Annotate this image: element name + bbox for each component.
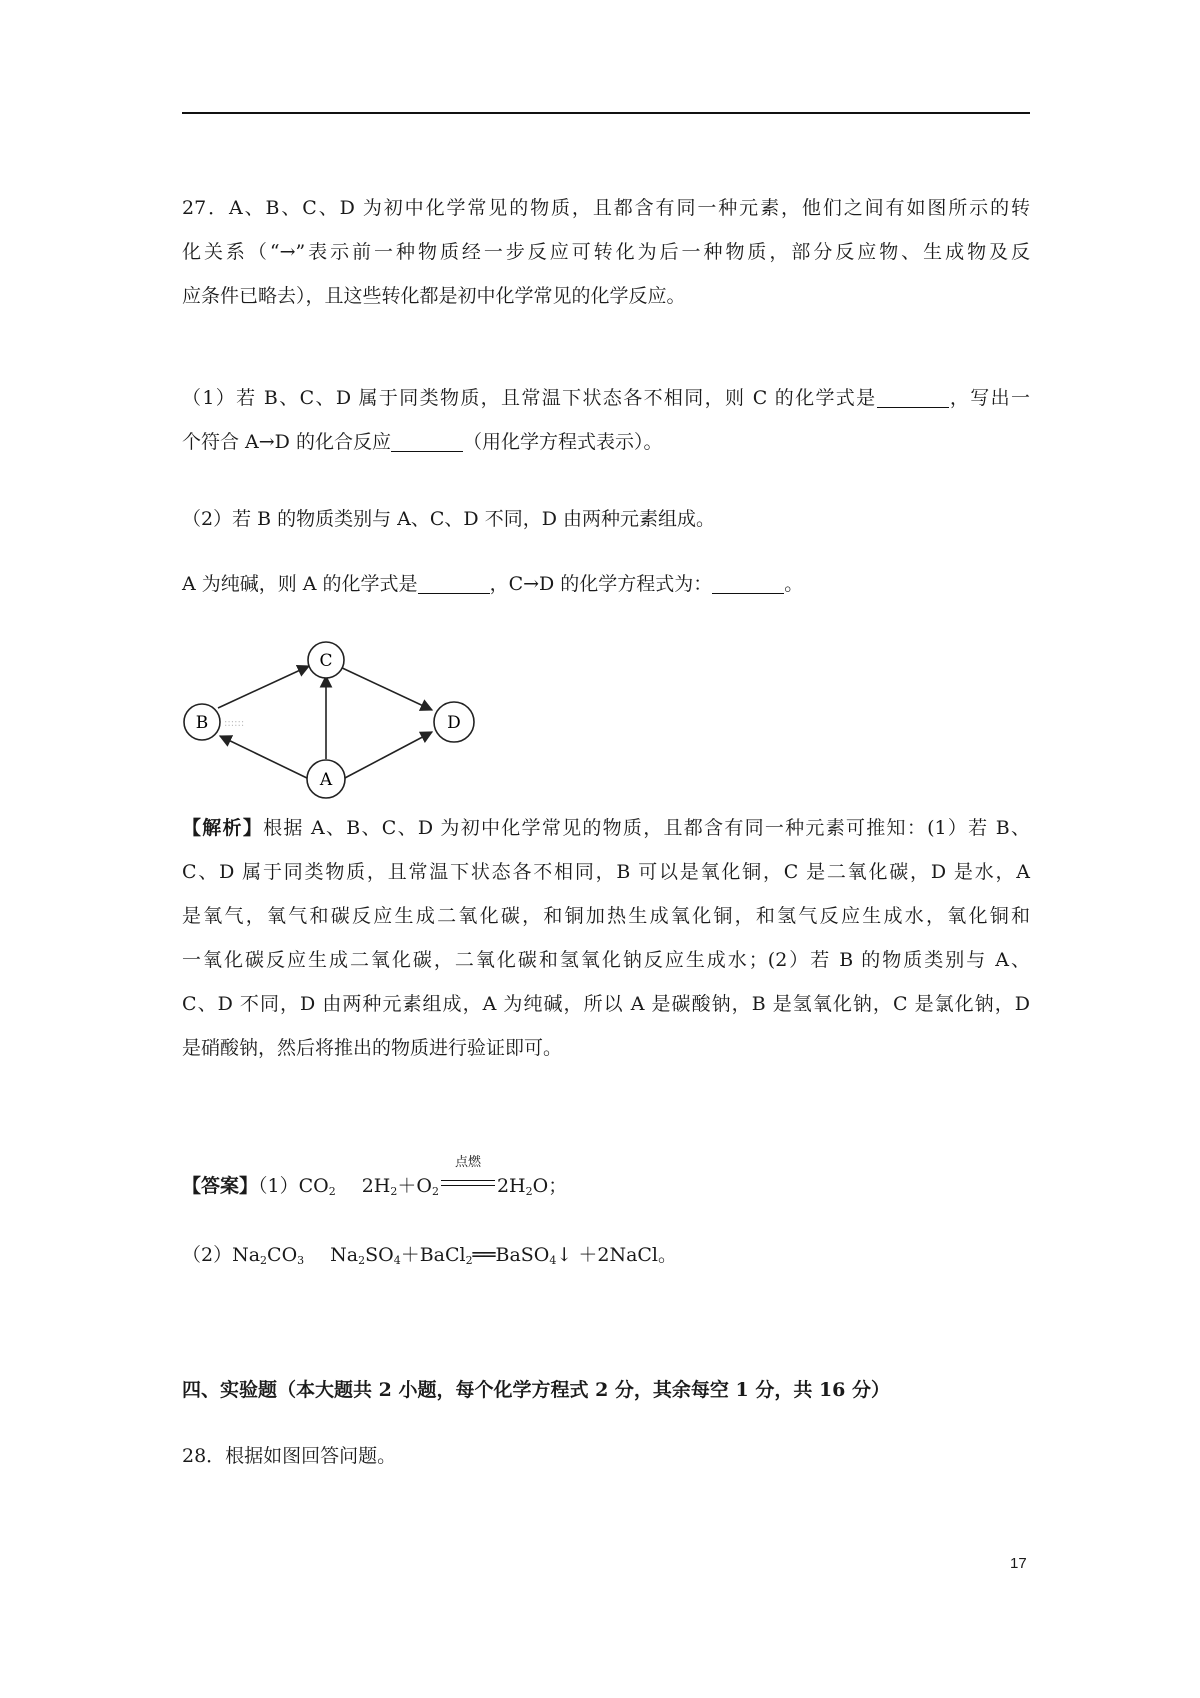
section-4-heading xyxy=(182,1368,1030,1412)
node-b-label: B xyxy=(195,713,209,733)
eq-o-end: O； xyxy=(532,1175,568,1197)
page-number: 17 xyxy=(1010,1555,1027,1572)
part-1-text-c: 个符合 A→D 的化合反应 xyxy=(182,431,391,453)
question-28-text: 28．根据如图回答问题。 xyxy=(182,1445,397,1467)
subscript: 2 xyxy=(358,1254,366,1267)
formula-text: ＋BaCl xyxy=(400,1244,466,1266)
arrow-a-to-d xyxy=(343,732,432,779)
part-2-text-c: 。 xyxy=(784,573,804,595)
answer-line-1 xyxy=(182,1155,1030,1208)
answer-block-2 xyxy=(182,1233,1030,1277)
node-d-label: D xyxy=(447,713,461,733)
equals-sign xyxy=(441,1180,495,1186)
formula-text: SO xyxy=(365,1244,394,1266)
question-27-part-1 xyxy=(182,376,1030,464)
subscript: 4 xyxy=(549,1254,557,1267)
h2-subscript: 2 xyxy=(390,1185,398,1198)
arrow-c-to-d xyxy=(338,666,432,710)
answer-blank xyxy=(712,574,784,594)
answer-line-2 xyxy=(182,1233,1030,1277)
answer-blank xyxy=(391,432,463,452)
analysis-line-2: C、D 属于同类物质，且常温下状态各不相同，B 可以是氧化铜，C 是二氧化碳，D 是水，A xyxy=(182,861,1030,883)
section-4-heading-text: 四、实验题（本大题共 2 小题，每个化学方程式 2 分，其余每空 1 分，共 16 分） xyxy=(182,1379,891,1401)
h2o-subscript: 2 xyxy=(525,1185,533,1198)
formula-text: ↓ ＋2NaCl。 xyxy=(556,1244,678,1266)
node-a-label: A xyxy=(319,770,333,790)
part-2-text-a: A 为纯碱，则 A 的化学式是 xyxy=(182,573,418,595)
formula-text: Na xyxy=(330,1244,359,1266)
part-1-text-b: ，写出一 xyxy=(948,387,1030,409)
formula-text: CO xyxy=(267,1244,298,1266)
subscript: 4 xyxy=(393,1254,401,1267)
analysis-block xyxy=(182,806,1030,1070)
question-27-line-2: 化关系（“→”表示前一种物质经一步反应可转化为后一种物质，部分反应物、生成物及反 xyxy=(182,241,1030,263)
analysis-line-3: 是氧气，氧气和碳反应生成二氧化碳，和铜加热生成氧化铜，和氢气反应生成水，氧化铜和 xyxy=(182,905,1030,927)
question-27-part-2b xyxy=(182,562,1030,606)
node-c xyxy=(308,642,344,678)
faint-dotted-mark: :::::: xyxy=(224,718,245,729)
answer-blank xyxy=(877,388,949,408)
answer-block xyxy=(182,1155,1030,1208)
subscript: 3 xyxy=(297,1254,305,1267)
node-a xyxy=(307,760,345,798)
answer-label: 【答案】 xyxy=(182,1175,259,1197)
eq-2h-product: 2H xyxy=(496,1175,526,1197)
part-1-text-d: （用化学方程式表示）。 xyxy=(462,431,663,453)
arrow-a-to-b xyxy=(220,736,309,779)
part-1-text-a: （1）若 B、C、D 属于同类物质，且常温下状态各不相同，则 C 的化学式是 xyxy=(182,387,877,409)
part-1-line-1 xyxy=(182,376,1030,420)
formula-text: ══BaSO xyxy=(472,1244,550,1266)
answer-2-part: （2）Na xyxy=(182,1244,261,1266)
question-27-stem xyxy=(182,186,1030,318)
question-28 xyxy=(182,1434,1030,1478)
question-27-line-1: 27．A、B、C、D 为初中化学常见的物质，且都含有同一种元素，他们之间有如图所示的转 xyxy=(182,197,1030,219)
analysis-line-1 xyxy=(182,806,1030,850)
reaction-condition xyxy=(439,1155,497,1194)
eq-2h: 2H xyxy=(361,1175,391,1197)
analysis-line-6: 是硝酸钠，然后将推出的物质进行验证即可。 xyxy=(182,1037,563,1059)
answer-1-part: （1）CO xyxy=(258,1175,329,1197)
o2-subscript: 2 xyxy=(431,1185,439,1198)
reaction-diagram xyxy=(180,636,490,806)
analysis-line-4: 一氧化碳反应生成二氧化碳，二氧化碳和氢氧化钠反应生成水；(2）若 B 的物质类别与 A、 xyxy=(182,949,1030,971)
answer-blank xyxy=(418,574,490,594)
part-2-text-b: ，C→D 的化学方程式为： xyxy=(489,573,713,595)
question-27-part-2 xyxy=(182,497,1030,541)
analysis-line-5: C、D 不同，D 由两种元素组成，A 为纯碱，所以 A 是碳酸钠，B 是氢氧化钠，C 是氯化钠，D xyxy=(182,993,1030,1015)
node-d xyxy=(434,702,474,742)
subscript: 2 xyxy=(260,1254,268,1267)
part-2-line-2 xyxy=(182,562,1030,606)
co2-subscript: 2 xyxy=(328,1185,336,1198)
subscript: 2 xyxy=(465,1254,473,1267)
node-c-label: C xyxy=(319,651,333,671)
node-b xyxy=(184,704,220,740)
part-1-line-2 xyxy=(182,420,1030,464)
analysis-line-1-text: 根据 A、B、C、D 为初中化学常见的物质，且都含有同一种元素可推知：(1）若 B、 xyxy=(263,817,1030,839)
question-27-line-3: 应条件已略去），且这些转化都是初中化学常见的化学反应。 xyxy=(182,285,686,307)
part-2-line-1: （2）若 B 的物质类别与 A、C、D 不同，D 由两种元素组成。 xyxy=(182,508,715,530)
header-rule xyxy=(182,112,1030,114)
analysis-label: 【解析】 xyxy=(182,817,264,839)
eq-plus-o: ＋O xyxy=(397,1175,432,1197)
arrow-b-to-c xyxy=(218,666,309,708)
ignition-condition: 点燃 xyxy=(454,1155,481,1170)
